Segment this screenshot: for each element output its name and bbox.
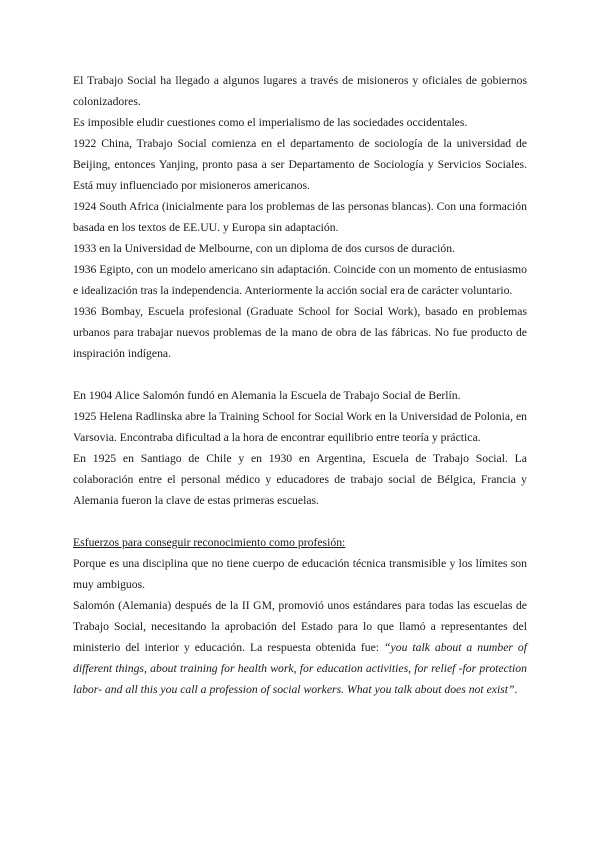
paragraph: En 1904 Alice Salomón fundó en Alemania la Escuela de Trabajo Social de Berlín. — [73, 389, 461, 402]
paragraph: El Trabajo Social ha llegado a algunos lugares a través de misioneros y oficiales de gobiernos colonizadores. — [73, 74, 527, 108]
blank-line — [73, 364, 527, 385]
quote-text: “you talk about a number of different things, about training for health work, for education activities, for relief -for protection labor- and all this you call a profession of social workers. What you talk about does not exist” — [73, 641, 527, 696]
paragraph: Porque es una disciplina que no tiene cuerpo de educación técnica transmisible y los límites son muy ambiguos. — [73, 557, 527, 591]
paragraph: 1924 South Africa (inicialmente para los problemas de las personas blancas). Con una formación basada en los textos de EE.UU. y Europa sin adaptación. — [73, 200, 527, 234]
paragraph: 1936 Egipto, con un modelo americano sin adaptación. Coincide con un momento de entusiasmo e idealización tras la independencia. Anteriormente la acción social era de carácter voluntario. — [73, 263, 527, 297]
section-heading: Esfuerzos para conseguir reconocimiento como profesión: — [73, 536, 346, 549]
paragraph: Es imposible eludir cuestiones como el imperialismo de las sociedades occidentales. — [73, 116, 468, 129]
paragraph: 1936 Bombay, Escuela profesional (Graduate School for Social Work), basado en problemas urbanos para trabajar nuevos problemas de la mano de obra de las fábricas. No fue producto de inspiración indígena. — [73, 305, 527, 360]
paragraph-text: Salomón (Alemania) después de la II GM, promovió unos estándares para todas las escuelas de Trabajo Social, necesitando la aprobación del Estado para lo que llamó a representantes del ministerio del interior y educación. La respuesta obtenida fue: — [73, 599, 527, 654]
paragraph: En 1925 en Santiago de Chile y en 1930 en Argentina, Escuela de Trabajo Social. La colaboración entre el personal médico y educadores de trabajo social de Bélgica, Francia y Alemania fueron la clave de estas primeras escuelas. — [73, 452, 527, 507]
paragraph: 1933 en la Universidad de Melbourne, con un diploma de dos cursos de duración. — [73, 242, 456, 255]
paragraph-with-quote — [73, 595, 527, 700]
paragraph: 1922 China, Trabajo Social comienza en el departamento de sociología de la universidad de Beijing, entonces Yanjing, pronto pasa a ser Departamento de Sociología y Servicios Sociales. Está muy influenciado por misioneros americanos. — [73, 137, 527, 192]
paragraph: 1925 Helena Radlinska abre la Training School for Social Work en la Universidad de Polonia, en Varsovia. Encontraba dificultad a la hora de encontrar equilibrio entre teoría y práctica. — [73, 410, 527, 444]
paragraph-end: . — [514, 683, 518, 696]
blank-line — [73, 511, 527, 532]
